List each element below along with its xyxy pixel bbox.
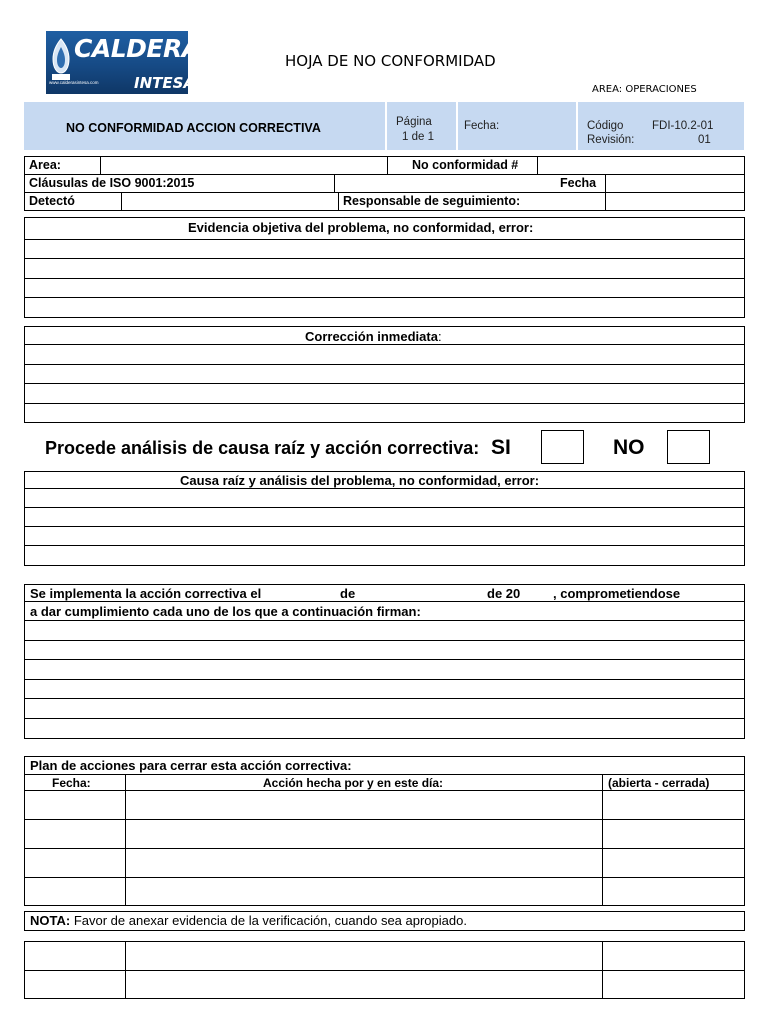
procede-question: Procede análisis de causa raíz y acción correctiva: bbox=[45, 438, 480, 458]
table-line bbox=[125, 941, 126, 999]
no-label: NO bbox=[613, 436, 645, 459]
table-line bbox=[24, 679, 745, 680]
logo-brand-text: CALDERAS bbox=[74, 34, 219, 63]
table-line bbox=[602, 941, 603, 999]
implementa-line1-c: de 20 bbox=[487, 586, 521, 601]
responsable-label: Responsable de seguimiento: bbox=[343, 194, 521, 208]
company-logo bbox=[46, 31, 219, 94]
table-line bbox=[24, 297, 745, 298]
table-line bbox=[24, 239, 745, 240]
plan-title: Plan de acciones para cerrar esta acción correctiva: bbox=[30, 758, 352, 773]
table-line bbox=[24, 698, 745, 699]
table-line bbox=[24, 640, 745, 641]
table-line bbox=[24, 258, 745, 259]
table-line bbox=[24, 620, 745, 621]
table-line bbox=[24, 403, 745, 404]
detecto-label: Detectó bbox=[29, 194, 75, 208]
table-line bbox=[24, 848, 745, 849]
plan-col-estado: (abierta - cerrada) bbox=[608, 776, 710, 790]
document-title: HOJA DE NO CONFORMIDAD bbox=[285, 52, 496, 70]
table-line bbox=[338, 192, 339, 211]
si-checkbox[interactable] bbox=[541, 430, 584, 464]
table-line bbox=[100, 156, 101, 175]
table-line bbox=[602, 774, 603, 906]
table-line bbox=[334, 174, 335, 193]
table-line bbox=[24, 790, 745, 791]
revision-label: Revisión: bbox=[587, 134, 635, 146]
implementa-line2: a dar cumplimiento cada uno de los que a continuación firman: bbox=[30, 604, 421, 619]
table-line bbox=[24, 278, 745, 279]
no-conformidad-label: No conformidad # bbox=[412, 158, 519, 172]
table-line bbox=[24, 718, 745, 719]
revision-value: 01 bbox=[698, 134, 711, 146]
evidencia-title: Evidencia objetiva del problema, no conformidad, error: bbox=[188, 220, 534, 235]
clausulas-label: Cláusulas de ISO 9001:2015 bbox=[29, 176, 195, 190]
codigo-value: FDI-10.2-01 bbox=[652, 120, 714, 132]
fecha-label: Fecha: bbox=[464, 120, 500, 132]
nota-label: NOTA: bbox=[30, 913, 71, 928]
table-line bbox=[537, 156, 538, 175]
causa-title: Causa raíz y análisis del problema, no conformidad, error: bbox=[180, 473, 540, 488]
pagina-label: Página bbox=[396, 116, 432, 128]
band-divider bbox=[456, 102, 458, 150]
table-line bbox=[24, 488, 745, 489]
band-divider bbox=[576, 102, 578, 150]
table-line bbox=[121, 192, 122, 211]
fecha-field-label: Fecha bbox=[560, 176, 597, 190]
plan-col-accion: Acción hecha por y en este día: bbox=[263, 776, 444, 790]
correccion-title-colon: : bbox=[437, 329, 442, 344]
table-line bbox=[24, 545, 745, 546]
logo-url-text: www.calderasintesa.com bbox=[49, 80, 99, 85]
logo-sub-text: INTESA bbox=[134, 74, 196, 92]
band-main-title: NO CONFORMIDAD ACCION CORRECTIVA bbox=[66, 121, 321, 135]
correccion-title-bold: Corrección inmediata bbox=[305, 329, 438, 344]
table-line bbox=[24, 970, 745, 971]
implementa-line1-a: Se implementa la acción correctiva el bbox=[30, 586, 262, 601]
table-line bbox=[24, 344, 745, 345]
table-line bbox=[24, 659, 745, 660]
implementa-line1-d: , comprometiendose bbox=[553, 586, 681, 601]
table-line bbox=[24, 364, 745, 365]
table-line bbox=[387, 156, 388, 175]
si-label: SI bbox=[491, 436, 511, 459]
nota-text bbox=[30, 913, 467, 928]
table-line bbox=[24, 383, 745, 384]
table-line bbox=[24, 526, 745, 527]
no-checkbox[interactable] bbox=[667, 430, 710, 464]
area-header: AREA: OPERACIONES bbox=[592, 84, 697, 95]
correccion-title bbox=[305, 329, 442, 344]
table-line bbox=[125, 774, 126, 906]
area-label: Area: bbox=[29, 158, 61, 172]
codigo-label: Código bbox=[587, 120, 624, 132]
table-line bbox=[24, 507, 745, 508]
plan-col-fecha: Fecha: bbox=[52, 776, 91, 790]
table-line bbox=[605, 174, 606, 211]
table-line bbox=[24, 819, 745, 820]
band-divider bbox=[385, 102, 387, 150]
implementa-line1-b: de bbox=[340, 586, 356, 601]
pagina-value: 1 de 1 bbox=[402, 131, 434, 143]
table-line bbox=[24, 601, 745, 602]
table-line bbox=[24, 877, 745, 878]
nota-body: Favor de anexar evidencia de la verificación, cuando sea apropiado. bbox=[70, 913, 467, 928]
